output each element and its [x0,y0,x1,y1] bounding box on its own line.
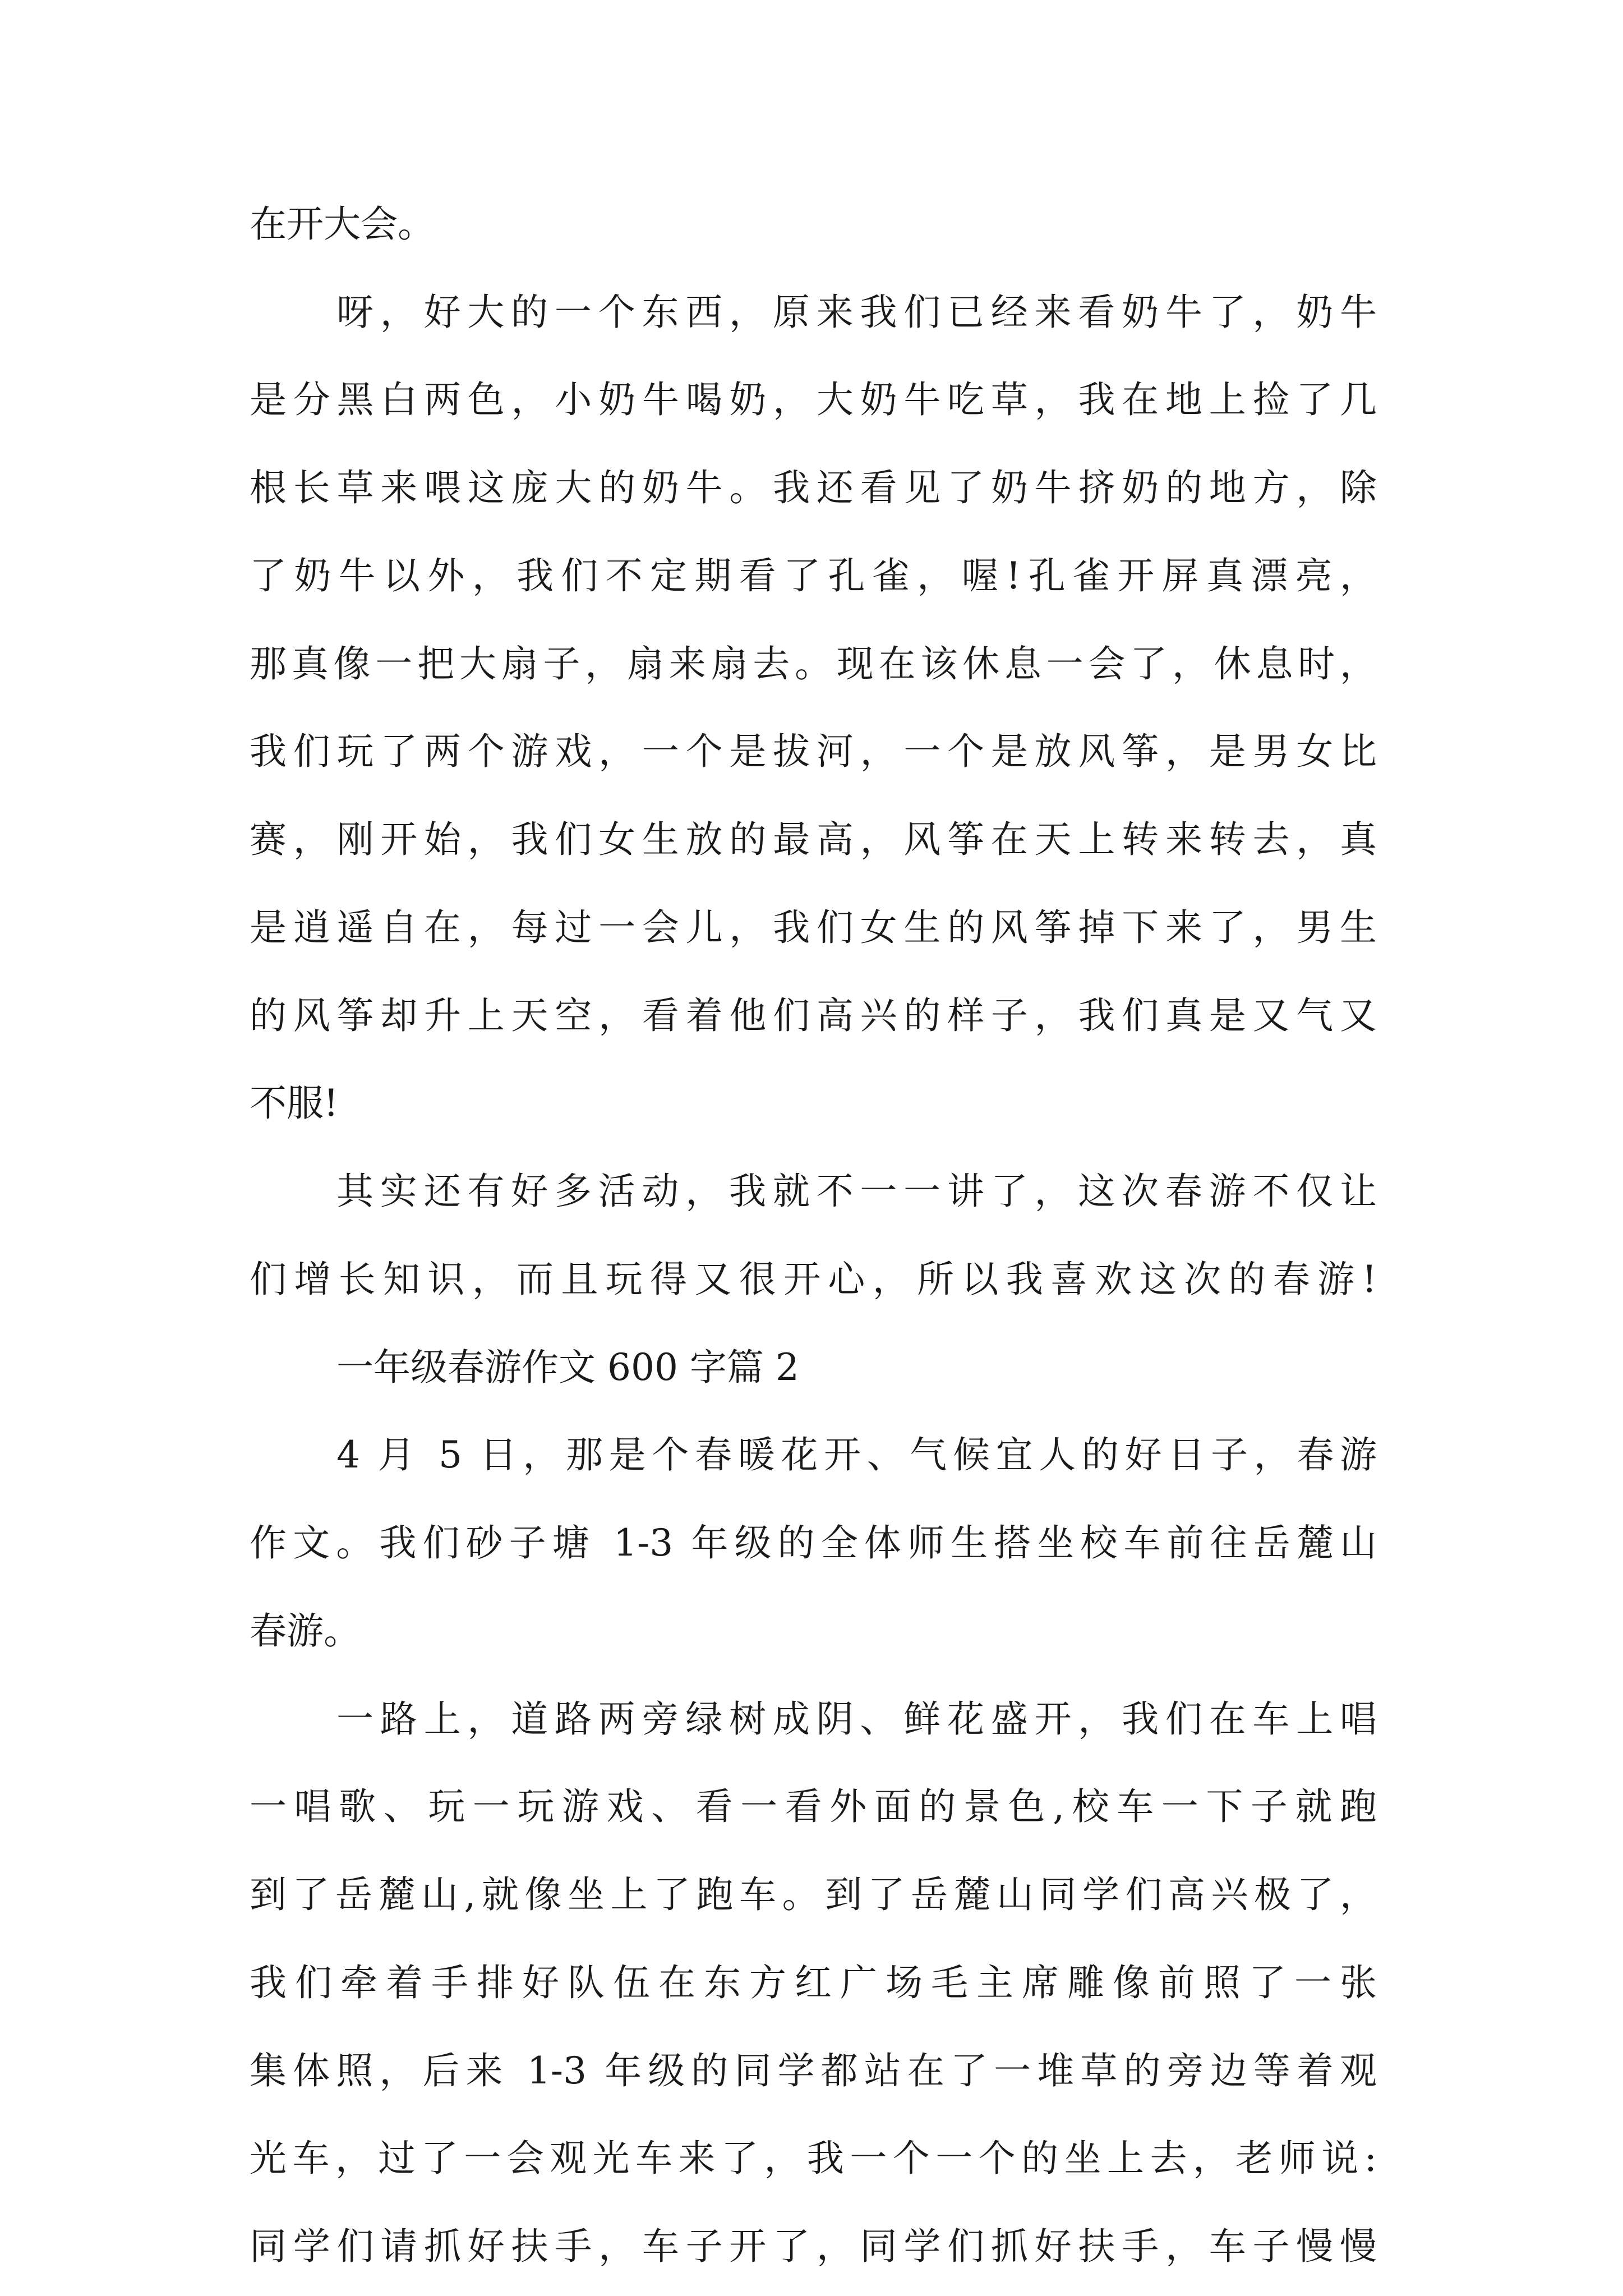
text-line: 4 月 5 日，那是个春暖花开、气候宜人的好日子，春游 [336,1433,1377,1476]
text-line: 集体照，后来 1-3 年级的同学都站在了一堆草的旁边等着观 [250,2049,1377,2092]
text-line: 一路上，道路两旁绿树成阴、鲜花盛开，我们在车上唱 [336,1697,1377,1741]
text-line: 到了岳麓山,就像坐上了跑车。到了岳麓山同学们高兴极了， [250,1873,1377,1916]
text-line: 了奶牛以外，我们不定期看了孔雀，喔!孔雀开屏真漂亮， [250,554,1377,597]
text-line: 其实还有好多活动，我就不一一讲了，这次春游不仅让 [336,1170,1377,1213]
text-line: 一唱歌、玩一玩游戏、看一看外面的景色,校车一下子就跑 [250,1785,1377,1828]
text-line: 光车，过了一会观光车来了，我一个一个的坐上去，老师说: [250,2137,1377,2180]
text-line: 春游。 [250,1609,361,1653]
section-heading: 一年级春游作文 600 字篇 2 [336,1346,799,1389]
text-line: 我们牵着手排好队伍在东方红广场毛主席雕像前照了一张 [250,1961,1377,2004]
text-line: 那真像一把大扇子，扇来扇去。现在该休息一会了，休息时， [250,642,1377,685]
text-line: 同学们请抓好扶手，车子开了，同学们抓好扶手，车子慢慢 [250,2225,1377,2268]
text-line: 我们玩了两个游戏，一个是拔河，一个是放风筝，是男女比 [250,730,1377,773]
text-line: 们增长知识，而且玩得又很开心，所以我喜欢这次的春游! [250,1258,1377,1301]
text-line: 的风筝却升上天空，看着他们高兴的样子，我们真是又气又 [250,994,1377,1037]
text-line: 是逍遥自在，每过一会儿，我们女生的风筝掉下来了，男生 [250,906,1377,949]
text-line: 在开大会。 [250,203,435,246]
text-line: 赛，刚开始，我们女生放的最高，风筝在天上转来转去，真 [250,818,1377,861]
text-line: 不服! [250,1082,339,1125]
text-line: 作文。我们砂子塘 1-3 年级的全体师生搭坐校车前往岳麓山 [250,1521,1377,1565]
text-line: 呀，好大的一个东西，原来我们已经来看奶牛了，奶牛 [336,291,1377,334]
text-line: 是分黑白两色，小奶牛喝奶，大奶牛吃草，我在地上捡了几 [250,378,1377,421]
text-line: 根长草来喂这庞大的奶牛。我还看见了奶牛挤奶的地方，除 [250,466,1377,509]
